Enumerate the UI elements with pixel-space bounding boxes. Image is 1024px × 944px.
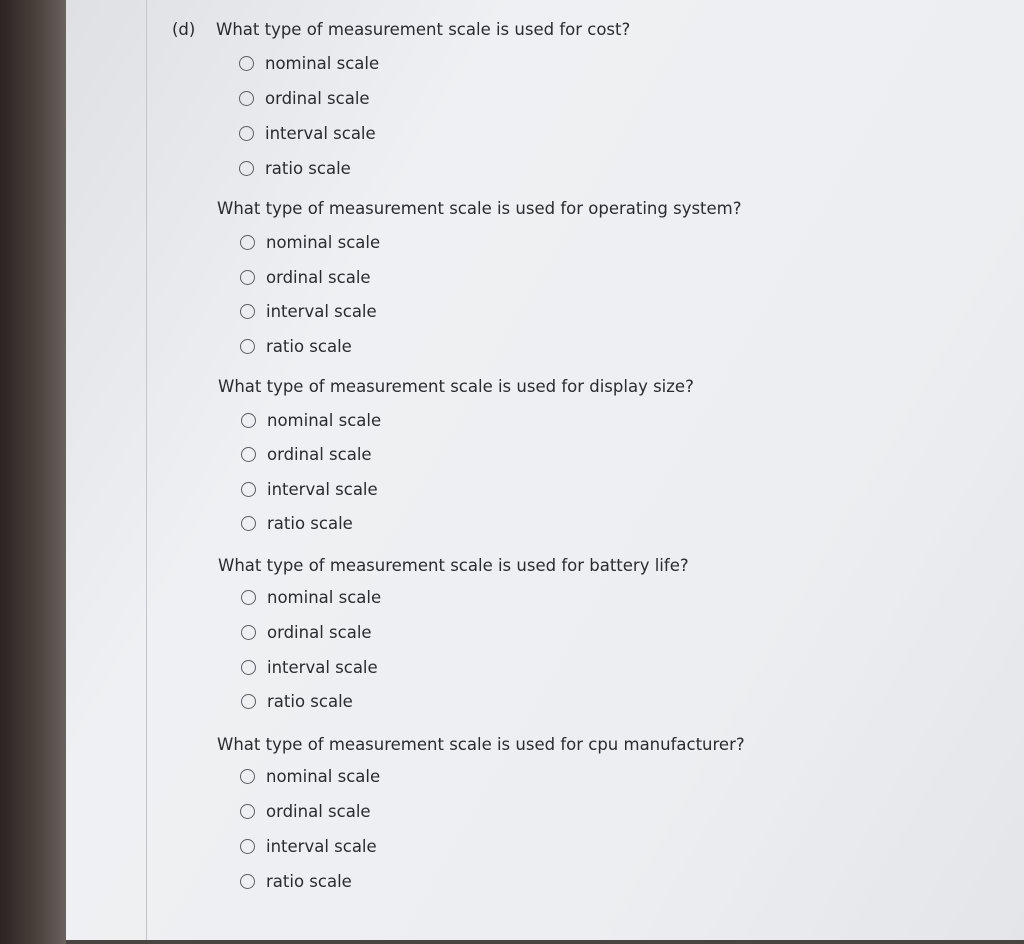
option-display-ratio[interactable] — [241, 514, 353, 533]
option-cpu-ordinal[interactable] — [240, 802, 371, 821]
radio-unchecked-icon[interactable] — [241, 625, 256, 640]
radio-unchecked-icon[interactable] — [240, 839, 255, 854]
option-os-nominal[interactable] — [240, 233, 380, 252]
option-label: interval scale — [267, 480, 378, 499]
option-os-ordinal[interactable] — [240, 268, 371, 287]
option-cpu-interval[interactable] — [240, 837, 377, 856]
option-label: ratio scale — [267, 692, 353, 711]
option-label: nominal scale — [267, 588, 382, 607]
radio-unchecked-icon[interactable] — [240, 304, 255, 319]
radio-unchecked-icon[interactable] — [240, 235, 255, 250]
option-cost-ratio[interactable] — [239, 159, 351, 178]
option-label: ordinal scale — [266, 268, 371, 287]
option-label: nominal scale — [266, 767, 381, 786]
option-display-ordinal[interactable] — [241, 445, 372, 464]
option-battery-ratio[interactable] — [241, 692, 353, 711]
option-cpu-ratio[interactable] — [240, 872, 352, 891]
option-os-ratio[interactable] — [240, 337, 352, 356]
bottom-edge — [66, 940, 1024, 944]
option-label: nominal scale — [267, 411, 382, 430]
option-os-interval[interactable] — [240, 302, 377, 321]
radio-unchecked-icon[interactable] — [239, 161, 254, 176]
question-cost: What type of measurement scale is used for cost? — [216, 20, 631, 39]
radio-unchecked-icon[interactable] — [240, 270, 255, 285]
option-label: interval scale — [267, 658, 378, 677]
option-cost-ordinal[interactable] — [239, 89, 370, 108]
option-label: ordinal scale — [266, 802, 371, 821]
radio-unchecked-icon[interactable] — [241, 516, 256, 531]
radio-unchecked-icon[interactable] — [240, 874, 255, 889]
option-label: interval scale — [265, 124, 376, 143]
option-label: nominal scale — [265, 54, 380, 73]
radio-unchecked-icon[interactable] — [240, 804, 255, 819]
option-label: ratio scale — [265, 159, 351, 178]
question-cpu-manufacturer: What type of measurement scale is used for cpu manufacturer? — [217, 735, 745, 754]
option-label: ordinal scale — [267, 445, 372, 464]
option-label: ratio scale — [266, 337, 352, 356]
option-display-interval[interactable] — [241, 480, 378, 499]
option-label: ordinal scale — [267, 623, 372, 642]
radio-unchecked-icon[interactable] — [241, 660, 256, 675]
option-cost-nominal[interactable] — [239, 54, 379, 73]
option-cpu-nominal[interactable] — [240, 767, 380, 786]
option-battery-interval[interactable] — [241, 658, 378, 677]
radio-unchecked-icon[interactable] — [241, 590, 256, 605]
option-label: ordinal scale — [265, 89, 370, 108]
question-operating-system: What type of measurement scale is used for operating system? — [217, 199, 742, 218]
option-label: interval scale — [266, 837, 377, 856]
radio-unchecked-icon[interactable] — [241, 482, 256, 497]
radio-unchecked-icon[interactable] — [239, 56, 254, 71]
option-battery-nominal[interactable] — [241, 588, 381, 607]
radio-unchecked-icon[interactable] — [239, 91, 254, 106]
panel-divider — [146, 0, 147, 940]
option-label: ratio scale — [267, 514, 353, 533]
option-label: ratio scale — [266, 872, 352, 891]
question-number: (d) — [172, 20, 196, 39]
radio-unchecked-icon[interactable] — [241, 413, 256, 428]
radio-unchecked-icon[interactable] — [239, 126, 254, 141]
radio-unchecked-icon[interactable] — [240, 769, 255, 784]
content-panel — [66, 0, 1024, 940]
question-battery-life: What type of measurement scale is used for battery life? — [218, 556, 689, 575]
monitor-bezel — [0, 0, 66, 944]
radio-unchecked-icon[interactable] — [240, 339, 255, 354]
question-display-size: What type of measurement scale is used for display size? — [218, 377, 694, 396]
radio-unchecked-icon[interactable] — [241, 694, 256, 709]
option-display-nominal[interactable] — [241, 411, 381, 430]
option-label: nominal scale — [266, 233, 381, 252]
radio-unchecked-icon[interactable] — [241, 447, 256, 462]
option-cost-interval[interactable] — [239, 124, 376, 143]
option-battery-ordinal[interactable] — [241, 623, 372, 642]
option-label: interval scale — [266, 302, 377, 321]
